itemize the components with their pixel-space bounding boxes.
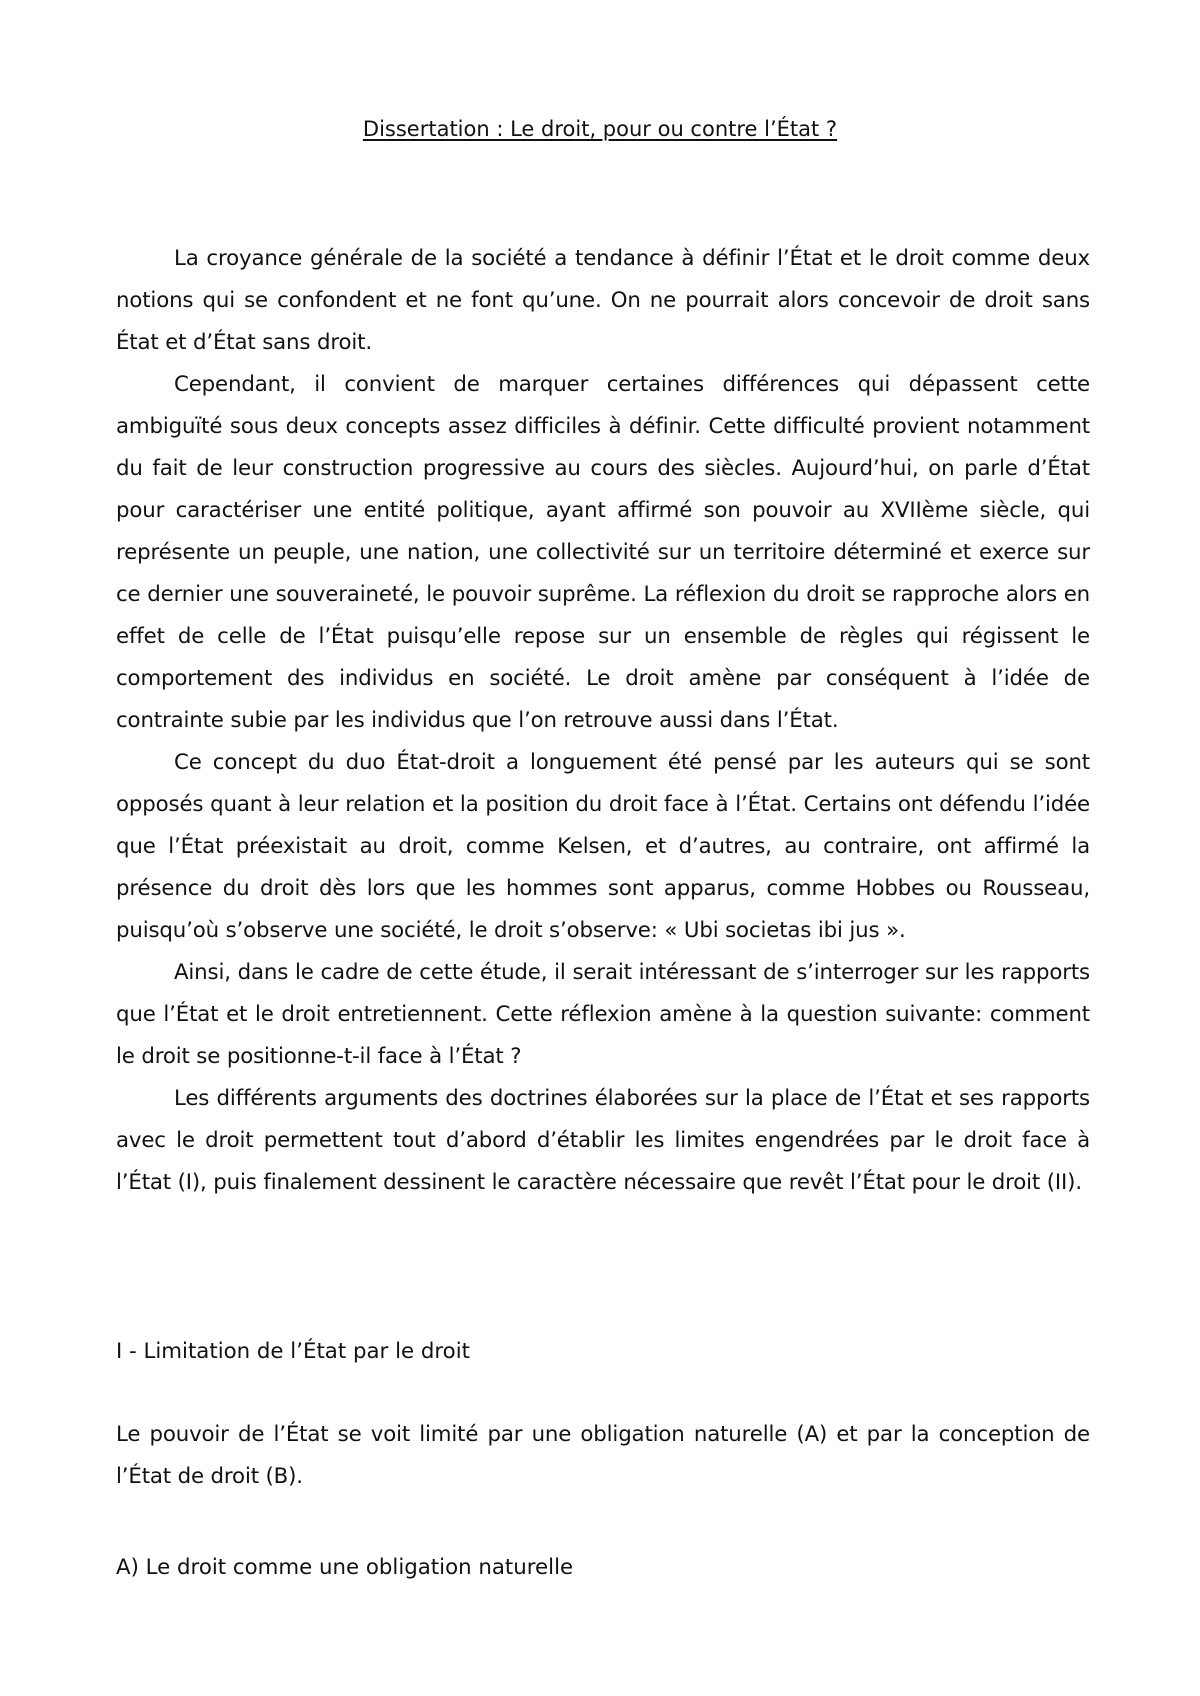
section-intro: [116, 1414, 1090, 1498]
intro-paragraph-5: Les différents arguments des doctrines élaborées sur la place de l’État et ses rapports avec le droit permettent tout d’abord d’établir les limites engendrées par le droit face à l’État (I), puis finalement dessinent le caractère nécessaire que revêt l’État pour le droit (II).: [116, 1086, 1090, 1195]
section-intro-paragraph: Le pouvoir de l’État se voit limité par une obligation naturelle (A) et par la conception de l’État de droit (B).: [116, 1422, 1090, 1489]
sub-heading-a: A) Le droit comme une obligation naturelle: [116, 1555, 574, 1580]
intro-paragraph-3: Ce concept du duo État-droit a longuement été pensé par les auteurs qui se sont opposés quant à leur relation et la position du droit face à l’État. Certains ont défendu l’idée que l’État préexistait au droit, comme Kelsen, et d’autres, au contraire, ont affirmé la présence du droit dès lors que les hommes sont apparus, comme Hobbes ou Rousseau, puisqu’où s’observe une société, le droit s’observe: « Ubi societas ibi jus ».: [116, 750, 1090, 943]
document-title: [0, 114, 1200, 144]
document-title-text: Dissertation : Le droit, pour ou contre l’État ?: [362, 117, 838, 141]
introduction: [116, 238, 1090, 1204]
intro-paragraph-1: La croyance générale de la société a tendance à définir l’État et le droit comme deux notions qui se confondent et ne font qu’une. On ne pourrait alors concevoir de droit sans État et d’État sans droit.: [116, 246, 1090, 355]
intro-paragraph-4: Ainsi, dans le cadre de cette étude, il serait intéressant de s’interroger sur les rapports que l’État et le droit entretiennent. Cette réflexion amène à la question suivante: comment le droit se positionne-t-il face à l’État ?: [116, 960, 1090, 1069]
intro-paragraph-2: Cependant, il convient de marquer certaines différences qui dépassent cette ambiguïté sous deux concepts assez difficiles à définir. Cette difficulté provient notamment du fait de leur construction progressive au cours des siècles. Aujourd’hui, on parle d’État pour caractériser une entité politique, ayant affirmé son pouvoir au XVIIème siècle, qui représente un peuple, une nation, une collectivité sur un territoire déterminé et exerce sur ce dernier une souveraineté, le pouvoir suprême. La réflexion du droit se rapproche alors en effet de celle de l’État puisqu’elle repose sur un ensemble de règles qui régissent le comportement des individus en société. Le droit amène par conséquent à l’idée de contrainte subie par les individus que l’on retrouve aussi dans l’État.: [116, 372, 1090, 733]
section-heading-1: I - Limitation de l’État par le droit: [116, 1339, 470, 1364]
